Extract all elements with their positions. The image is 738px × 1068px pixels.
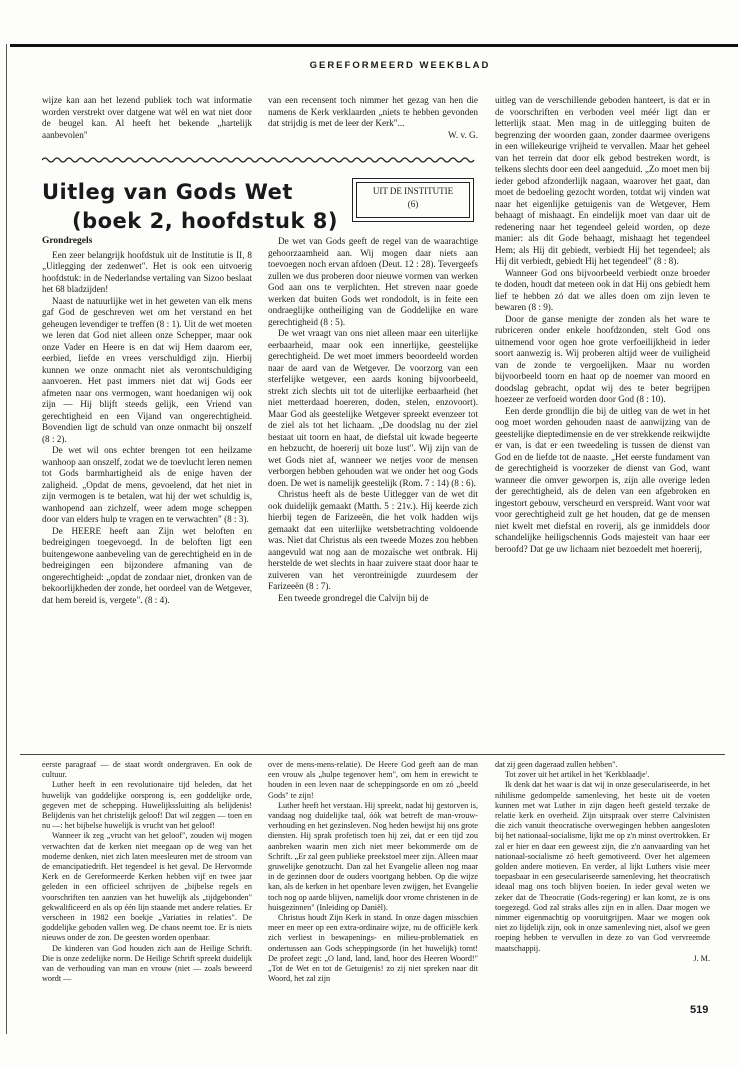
title-line-2: (boek 2, hoofdstuk 8) [72, 209, 338, 233]
bottom-column-2 [268, 760, 478, 984]
paragraph: Wanneer God ons bijvoorbeeld verbiedt onze broeder te doden, houdt dat meteen ook in dat Hij ons gebiedt hem lief te hebben zó dat we alles doen om zijn leven te bewaren (8 : 9). [495, 267, 710, 312]
paragraph: Wanneer ik zeg „vrucht van het geloof", zouden wij mogen verwachten dat de kerken niet meegaan op de weg van het moderne denken, niet zich laten meesleuren met de stroom van de emancipatiedrift. Het tegendeel is het geval. De Hervormde Kerk en de Gereformeerde Kerken hebben vijf en twee jaar geleden in een officieel schrijven de „bijbelse regels en voorschriften ten aanzien van het huwelijk als „tijdgebonden" gekwalificeerd en als op één lijn staande met andere relaties. Er verscheen in 1982 een boekje „Variaties in relaties". De goddelijke geboden vallen weg. De chaos neemt toe. Er is niets nieuws onder de zon. De geesten worden openbaar. [42, 831, 252, 943]
article-column-2 [268, 236, 478, 604]
top-rule [10, 44, 738, 47]
paragraph: over de mens-mens-relatie). De Heere God geeft aan de man een vrouw als „hulpe tegenover hem", om hem in erewicht te houden in een leven naar de scheppingsorde en om zó „beeld Gods" te zijn! [268, 760, 478, 800]
article-column-1 [42, 236, 252, 606]
series-box [352, 178, 474, 222]
top-text-1: wijze kan aan het lezend publiek toch wat informatie worden verstrekt over datgene wat wèl en wat niet door de beugel kan. Al heeft het bekende „hartelijk aanbevolen" [42, 95, 252, 140]
paragraph: Tot zover uit het artikel in het 'Kerkblaadje'. [505, 770, 650, 780]
subheading: Grondregels [42, 236, 93, 246]
paragraph: Een derde grondlijn die bij de uitleg van de wet in het oog moet worden gehouden naast de aanwijzing van de geestelijke dieptedimensie en de ver strekkende reikwijdte er van, is dat er een tweedeling is tussen de dienst van God en de liefde tot de naaste. „Het eerste fundament van de gerechtigheid is voorzeker de dienst van God, want wanneer die omver geworpen is, zijn alle overige leden der gerechtigheid, als de delen van een afgebroken en ingestort gebouw, verscheurd en verspreid. Want voor wat voor gerechtigheid zult ge het houden, dat ge de mensen niet kwelt met diefstal en roverij, als ge inmiddels door schandelijke heiligschennis Gods majesteit van haar eer beroofd? Dat ge uw lichaam niet bezoedelt met hoererij, [495, 405, 710, 554]
masthead: GEREFORMEERD WEEKBLAD [309, 60, 491, 71]
paragraph: De wet wil ons echter brengen tot een heilzame wanhoop aan onszelf, zodat we de toevlucht leren nemen tot Gods barmhartigheid als de enige haven der zaligheid. „Opdat de mens, gevoelend, dat het niet in zijn vermogen is te betalen, wat hij der wet schuldig is, wanhopend aan zichzelf, weer adem moge scheppen door van elders hulp te vragen en te verwachten" (8 : 3). [42, 445, 252, 524]
wavy-divider [42, 155, 477, 165]
paragraph: eerste paragraaf — de staat wordt ondergraven. En ook de cultuur. [42, 760, 252, 780]
title-line-1: Uitleg van Gods Wet [42, 180, 293, 204]
paragraph: Ik denk dat het waar is dat wij in onze geseculariseerde, in het nihilisme gedompelde samenleving, het beste uit de voeten kunnen met wat Luther in zijn dagen heeft gesteld terzake de relatie kerk en overheid. Zijn uitspraak over sterre Calvinisten die zich vanuit theocratische overwegingen hebben aangesloten bij het nationaal-socialisme, lijkt me op z'n minst overtrokken. Er zal er hier en daar een geweest zijn, die z'n aanvaarding van het nationaal-socialisme zó heeft gemotiveerd. Over het algemeen golden andere motieven. En verder, al lijkt Luthers visie meer toepasbaar in een geseculariseerde samenleving, het theocratisch ideaal mag ons toch blijven boeien. In ieder geval weten we zeker dat de Theocratie (Gods-regering) er kan komt, ze is ons toegezegd. God zal straks alles zijn en in allen. Daar mogen we nimmer eigenmachtig op vooruitgrijpen. Maar we mogen ook niet zo lijdelijk zijn, ook in onze samenleving niet, alsof we geen roeping hebben te vervullen in deze zo van God vervreemde maatschappij. [495, 780, 710, 953]
paragraph: dat zij geen dageraad zullen hebben". [495, 760, 618, 769]
paragraph: Christus heeft als de beste Uitlegger van de wet dit ook duidelijk gemaakt (Matth. 5 : 21v.). Hij keerde zich hierbij tegen de Farizeeën, die het volk hadden wijs gemaakt dat een uiterlijke wetsbetrachting voldoende was. Niet dat Christus als een tweede Mozes zou hebben aangevuld wat nog aan de mozaïsche wet ontbrak. Hij herstelde de wet slechts in haar zuivere staat door haar te zuiveren van het verontreinigde zuurdesem der Farizeeën (8 : 7). [268, 489, 478, 591]
paragraph: Luther heeft in een revolutionaire tijd beleden, dat het huwelijk van goddelijke oorsprong is, een goddelijke orde, gegeven met de schepping. Huwelijkssluiting als belijdenis! Belijdenis van het christelijk geloof! Dat wil zeggen — toen en nu —: het bijbelse huwelijk is vrucht van het geloof! [42, 780, 252, 831]
bottom-signature: J. M. [693, 953, 710, 963]
bottom-column-1 [42, 760, 252, 984]
series-label: UIT DE INSTITUTIE [372, 186, 454, 196]
paragraph: De wet vraagt van ons niet alleen maar een uiterlijke eerbaarheid, maar ook een innerlijke, geestelijke gerechtigheid. De wet moet immers beoordeeld worden naar de aard van de Wetgever. De voorzorg van een sterfelijke wetgever, een aards koning bijvoorbeeld, strekt zich slechts uit tot de uiterlijke eerbaarheid (het niet metterdaad hoereren, doden, stelen, enzovoort). Maar God als geestelijke Wetgever spreekt evenzeer tot de ziel als tot het lichaam. „De doodslag nu der ziel bestaat uit toorn en haat, de diefstal uit kwade begeerte en hebzucht, de hoererij uit boze lust". Wij zijn van de wet Gods niet af, wanneer we netjes voor de mensen verborgen hebben gehouden wat we onder het oog Gods doen. De wet is namelijk geestelijk (Rom. 7 : 14) (8 : 6). [268, 328, 478, 488]
paragraph: De wet van Gods geeft de regel van de waarachtige gehoorzaamheid aan. Wij mogen daar niets aan toevoegen noch ervan afdoen (Deut. 12 : 28). Tevergeefs zullen we dus proberen door nieuwe vormen van werken God aan ons te verplichten. Het streven naar goede werken dat buiten Gods wet rondodolt, is in feite een ondraeglijke ontheiliging van de Goddelijke en ware gerechtigheid (8 : 5). [268, 236, 478, 327]
paragraph: Naast de natuurlijke wet in het geweten van elk mens gaf God de geschreven wet om het verstand en het geheugen levendiger te treffen (8 : 1). Uit de wet moeten we leren dat God niet alleen onze Schepper, maar ook onze Vader en Heere is en dat wij Hem daarom eer, eerbied, liefde en vrees verschuldigd zijn. Hierbij kunnen we onze onmacht niet als verontschuldiging aanvoeren. Het past immers niet dat wij Gods eer afmeten naar ons vermogen, want hoedanigen wij ook zijn — Hij blijft steeds gelijk, een Vriend van gerechtigheid en een Vijand van ongerechtigheid. Bovendien ligt de schuld van onze onmacht bij onszelf (8 : 2). [42, 295, 252, 444]
article-column-3 [495, 95, 710, 555]
top-text-2: van een recensent toch nimmer het gezag van hen die namens de Kerk verklaarden „niets te hebben gevonden dat strijdig is met de leer der Kerk"... [268, 95, 478, 128]
page-edge [6, 44, 7, 1034]
paragraph: Door de ganse menigte der zonden als het ware te rubriceren onder enkele hoofdzonden, stelt God ons uitnemend voor ogen hoe grote verfoeilijkheid in ieder soort aanwezig is. Wij proberen altijd weer de vuiligheid van de zonde te vergoelijken. Maar nu worden bijvoorbeeld toorn en haat op de noemer van moord en doodslag gebracht, opdat wij des te beter begrijpen hoezeer ze verfoeid worden door God (8 : 10). [495, 313, 710, 404]
paragraph: Een zeer belangrijk hoofdstuk uit de Institutie is II, 8 „Uitlegging der zedenwet". Het is ook een uitvoerig hoofdstuk: in de Nederlandse vertaling van Sizoo beslaat het 68 bladzijden! [42, 249, 252, 294]
paragraph: Christus houdt Zijn Kerk in stand. In onze dagen misschien meer en meer op een extra-ordinaire wijze, nu de officiële kerk zich verliest in bewapenings- en milieu-problematiek en ondertussen aan Gods scheppingsorde (in het huwelijk) tornt! De profeet zegt: „O land, land, land, hoor des Heeren Woord!" „Tot de Wet en tot de Getuigenis! zo zij niet spreken naar dit Woord, het zal zijn [268, 913, 478, 984]
paragraph: De HEERE heeft aan Zijn wet beloften en bedreigingen toegevoegd. In de beloften ligt een buitengewone aanbeveling van de gerechtigheid en in de bedreigingen een bijzondere afmaning van de ongerechtigheid: „opdat de zondaar niet, dronken van de bekoorlijkheden der zonde, het oordeel van de Wetgever, dat hem bereid is, vergete". (8 : 4). [42, 525, 252, 605]
paragraph: uitleg van de verschillende geboden hanteert, is dat er in de voorschriften en verboden veel méér ligt dan er letterlijk staat. Men mag in de uitlegging buiten de begrenzing der woorden gaan, zonder daarmee overigens in een willekeurige vrijheid te vervallen. Maar het geheel van het terrein dat door elk gebod bestreken wordt, is telkens slechts door een deel aangeduid. „Zo moet men bij ieder gebod afzonderlijk nagaan, waarover het gaat, dan moet de bedoeling gezocht worden, totdat wij vinden wat naar het eigenlijke getuigenis van de Wetgever, Hem behaagt of mishaagt. En eindelijk moet van daar uit de redenering naar het tegendeel geleid worden, op deze manier: als dit Gode behaagt, mishaagt het tegendeel Hem; als Hij dit gebiedt, verbiedt Hij het tegendeel; als Hij dit verbiedt, gebiedt Hij het tegendeel" (8 : 8). [495, 95, 710, 266]
top-column-2 [268, 95, 478, 141]
section-rule [20, 754, 725, 755]
page-number: 519 [690, 1004, 709, 1016]
bottom-column-3 [495, 760, 710, 964]
top-signature: W. v. G. [448, 129, 478, 140]
series-number: (6) [407, 199, 419, 209]
paragraph: Luther heeft het verstaan. Hij spreekt, nadat hij gestorven is, vandaag nog duidelijke taal, óók wat betreft de man-vrouw-verhouding en het gezinsleven. Nog heden bewijst hij ons grote diensten. Hij sprak profetisch toen hij zei, dat er een tijd zou aanbreken waarin men zich niet meer bekommerde om de Schrift. „Er zal geen publieke preekstoel meer zijn. Alleen maar gruwelijke genotzucht. Dan zal het Evangelie alleen nog maar in de gezinnen door de ouders voortgang hebben. Op die wijze kan, als de kerken in het openbare leven zwijgen, het Evangelie toch nog op aarde blijven, namelijk door vrome christenen in de huisgezinnen" (Inleiding op Daniël). [268, 800, 478, 912]
article-title [42, 178, 338, 236]
paragraph: De kinderen van God houden zich aan de Heilige Schrift. Die is onze zedelijke norm. De Heilige Schrift spreekt duidelijk van de verhouding van man en vrouw (niet — zoals beweerd wordt — [42, 943, 252, 984]
top-column-1 [42, 95, 252, 141]
paragraph: Een tweede grondregel die Calvijn bij de [278, 592, 429, 603]
